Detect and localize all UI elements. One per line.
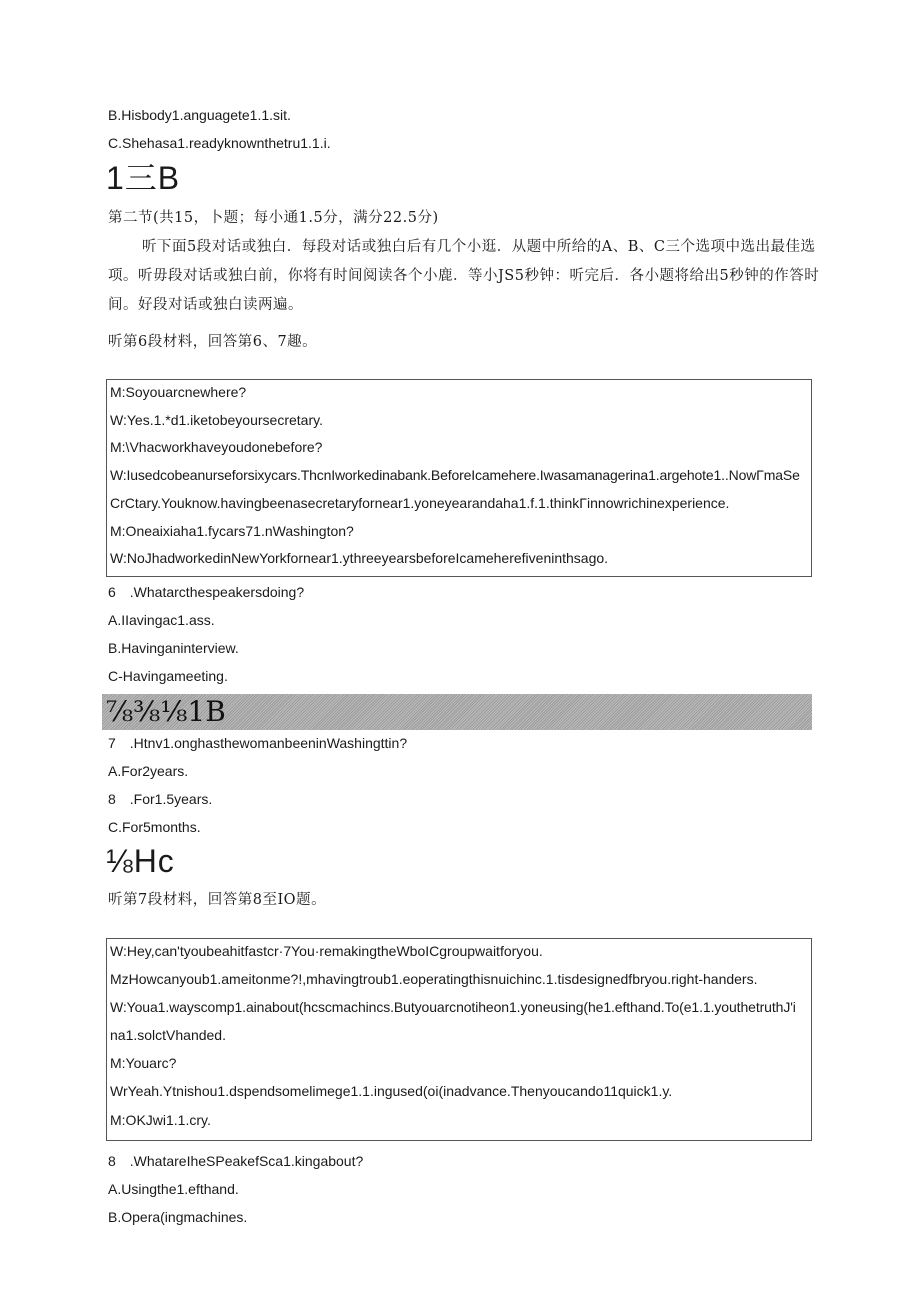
- dialogue7-line: M:OKJwi1.1.cry.: [110, 1112, 211, 1128]
- dialogue6-line: M:\Vhacworkhaveyoudonebefore?: [110, 439, 323, 455]
- dialogue6-line: W:Iusedcobeanurseforsixycars.ThcnIworkedinabank.BeforeIcamehere.Iwasamanagerina1.argehote1..NowΓmaSe: [110, 467, 800, 483]
- answer-bar-text: ⅞⅜⅛1B: [106, 695, 226, 728]
- material6-prompt: 听第6段材料，回答第6、7趣。: [108, 334, 318, 350]
- q8-question: 8 .WhatareIheSPeakefSca1.kingabout?: [108, 1153, 364, 1169]
- dialogue6-line: CrCtary.Youknow.havingbeenasecretaryfornear1.yoneyearandaha1.f.1.thinkΓinnowrichinexperience.: [110, 495, 730, 511]
- answer-heading-2: ⅛Hc: [106, 843, 175, 879]
- q6-question: 6 .Whatarcthespeakersdoing?: [108, 584, 305, 600]
- option-c-prev: C.Shehasa1.readyknownthetru1.1.i.: [108, 135, 331, 151]
- section2-instruction-line3: 间。好段对话或独白读两遍。: [108, 297, 303, 313]
- q7-option-c: C.For5months.: [108, 819, 201, 835]
- dialogue7-line: MzHowcanyoub1.ameitonme?!,mhavingtroub1.eoperatingthisnuichinc.1.tisdesignedfbryou.right-handers.: [110, 971, 758, 987]
- dialogue7-line: W:Hey,can'tyoubeahitfastcr·7You·remakingtheWboICgroupwaitforyou.: [110, 943, 543, 959]
- dialogue6-line: W:NoJhadworkedinNewYorkfornear1.ythreeyearsbeforeIcameherefiveninthsago.: [110, 550, 609, 566]
- dialogue7-line: na1.solctVhanded.: [110, 1027, 226, 1043]
- q7-option-b: 8 .For1.5years.: [108, 791, 213, 807]
- section2-instruction-line1: 听下面5段对话或独白．每段对话或独白后有几个小逛．从题中所给的A、B、C三个选项中选出最佳选: [142, 239, 816, 255]
- dialogue6-box: [106, 379, 812, 577]
- answer-heading-1: 1三B: [106, 160, 181, 196]
- q6-option-b: B.Havinganinterview.: [108, 640, 239, 656]
- q8-option-b: B.Opera(ingmachines.: [108, 1209, 248, 1225]
- dialogue7-line: W:Youa1.wayscomp1.ainabout(hcscmachincs.Butyouarcnotiheon1.yoneusing(he1.efthand.To(e1.1.youthetruthJ'i: [110, 999, 796, 1015]
- option-b-prev: B.Hisbody1.anguagete1.1.sit.: [108, 107, 291, 123]
- section2-instruction-line2: 项。听毋段对话或独白前，你将有时间阅读各个小鹿．等小JS5秒钟：听完后．各小题将给出5秒钟的作答时: [108, 268, 820, 284]
- dialogue6-line: M:Oneaixiaha1.fycars71.nWashington?: [110, 523, 354, 539]
- dialogue6-line: W:Yes.1.*d1.iketobeyoursecretary.: [110, 412, 323, 428]
- material7-prompt: 听第7段材料，回答第8至IO题。: [108, 892, 327, 908]
- dialogue7-box: [106, 938, 812, 1141]
- q6-option-c: C-Havingameeting.: [108, 668, 228, 684]
- q7-question: 7 .Htnv1.onghasthewomanbeeninWashingttin?: [108, 735, 408, 751]
- q8-option-a: A.Usingthe1.efthand.: [108, 1181, 239, 1197]
- dialogue6-line: M:Soyouarcnewhere?: [110, 384, 247, 400]
- q7-option-a: A.For2years.: [108, 763, 189, 779]
- q6-option-a: A.IIavingac1.ass.: [108, 612, 215, 628]
- answer-bar: [102, 694, 812, 730]
- dialogue7-line: WrYeah.Ytnishou1.dspendsomelimege1.1.ingused(oi(inadvance.Thenyoucando11quick1.y.: [110, 1083, 673, 1099]
- dialogue7-line: M:Youarc?: [110, 1055, 177, 1071]
- section2-heading: 第二节(共15，卜题；每小通1.5分，满分22.5分): [108, 210, 439, 226]
